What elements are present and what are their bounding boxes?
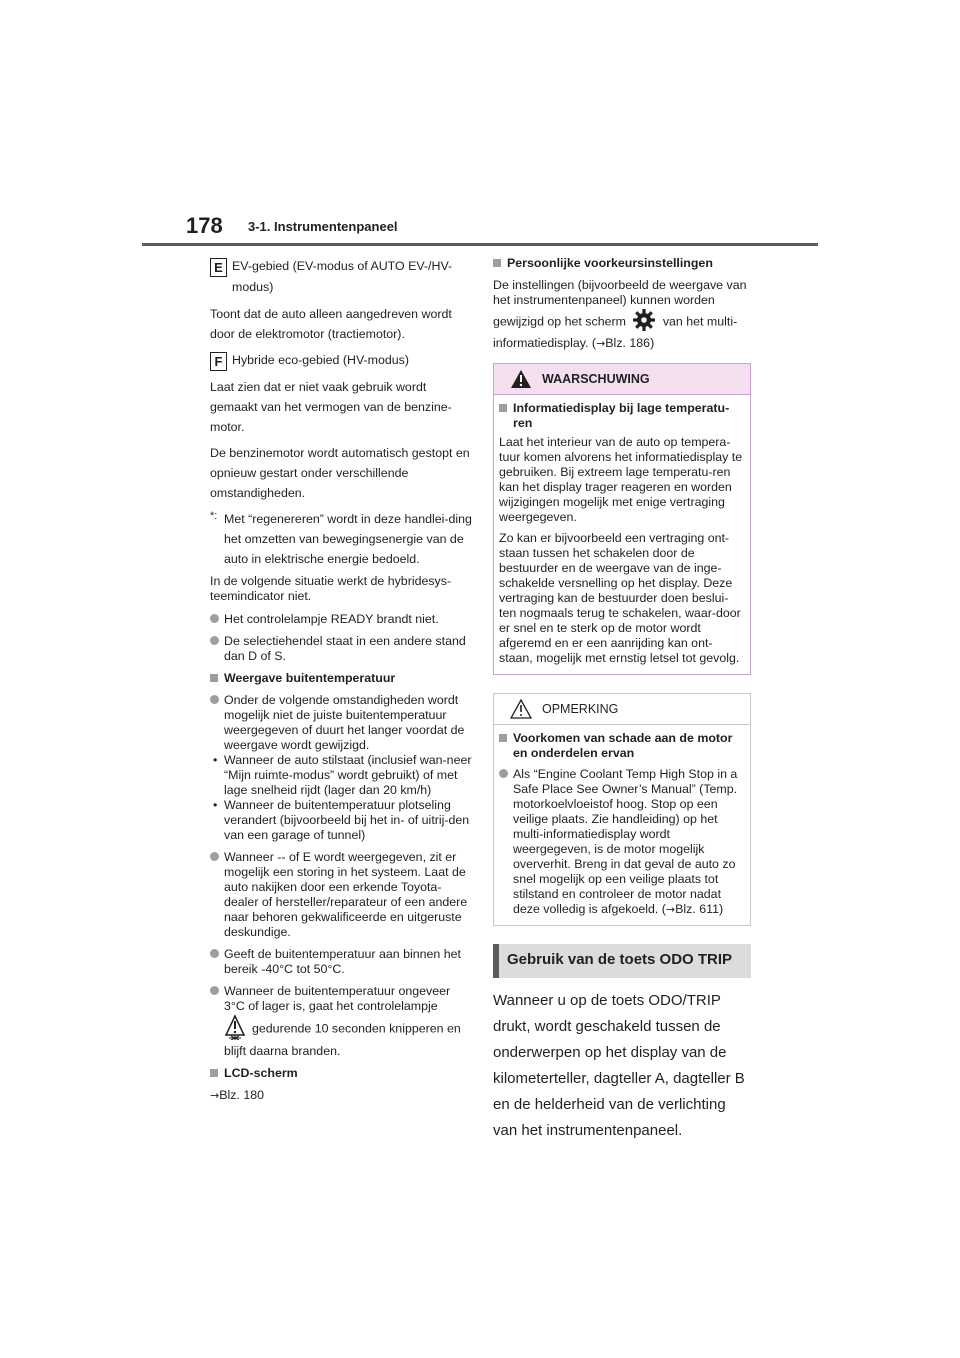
list-item: De selectiehendel staat in een andere stand dan D of S. <box>210 634 472 664</box>
bullet-dot-icon <box>499 769 508 778</box>
arrow-right-icon: → <box>596 337 606 350</box>
square-bullet-icon <box>499 734 507 742</box>
list-item: Als “Engine Coolant Temp High Stop in a Safe Place See Owner’s Manual” (Temp. motorkoelvloeistof hoog. Stop op een veilige plaats. Zie handleiding) op het multi-informatiedisplay wordt weergegeven, is de motor mogelijk oververhit. Breng in dat geval de auto zo snel mogelijk op een veilige plaats tot stilstand en controleer de motor nadat deze volledig is afgekoeld. (→Blz. 611) <box>499 767 745 917</box>
indicator-e <box>210 256 472 298</box>
notice-title-bar <box>494 694 750 725</box>
list-item: Het controlelampje READY brandt niet. <box>210 612 472 627</box>
indicator-f-label: F <box>210 352 227 371</box>
notice-heading: Voorkomen van schade aan de motor en onderdelen ervan <box>499 731 745 761</box>
caution-icon <box>510 699 532 723</box>
left-column <box>210 256 472 1103</box>
notice-body <box>494 725 750 925</box>
subheading: Weergave buitentemperatuur <box>210 671 472 686</box>
square-bullet-icon <box>210 674 218 682</box>
indicator-f-text: Hybride eco-gebied (HV-modus) <box>232 353 409 367</box>
paragraph: Laat zien dat er niet vaak gebruik wordt gemaakt van het vermogen van de benzine-motor. <box>210 380 452 434</box>
list-item: Geeft de buitentemperatuur aan binnen het bereik -40°C tot 50°C. <box>210 947 472 977</box>
paragraph: Toont dat de auto alleen aangedreven wordt door de elektromotor (tractiemotor). <box>210 307 452 341</box>
warning-icon <box>510 369 532 393</box>
section-title: 3-1. Instrumentenpaneel <box>248 219 398 234</box>
square-bullet-icon <box>499 404 507 412</box>
odo-trip-paragraph: Wanneer u op de toets ODO/TRIP drukt, wordt geschakeld tussen de onderwerpen op het display van de kilometerteller, dagteller A, dagteller B en de helderheid van de verlichting van het instrumentenpaneel. <box>493 992 745 1139</box>
subheading: Persoonlijke voorkeursinstellingen <box>493 256 751 271</box>
list-item: Onder de volgende omstandigheden wordt mogelijk niet de juiste buitentemperatuur weergegeven of duurt het langer voordat de weergave wordt gewijzigd. <box>210 693 472 753</box>
indicator-e-text: EV-gebied (EV-modus of AUTO EV-/HV-modus) <box>232 259 453 294</box>
header-rule <box>142 243 818 246</box>
page-number: 178 <box>186 213 223 238</box>
warning-heading: Informatiedisplay bij lage temperatu-ren <box>499 401 745 431</box>
paragraph: In de volgende situatie werkt de hybridesys-teemindicator niet. <box>210 574 452 603</box>
right-column <box>493 256 751 1144</box>
notice-box <box>493 693 751 926</box>
page-reference: →Blz. 180 <box>210 1088 264 1102</box>
indicator-f <box>210 350 472 371</box>
indicator-e-label: E <box>210 258 227 277</box>
square-bullet-icon <box>210 1069 218 1077</box>
footnote-text: Met “regenereren” wordt in deze handlei-ding het omzetten van bewegingsenergie van de auto in elektrische energie bedoeld. <box>224 512 472 566</box>
odo-trip-section-heading: Gebruik van de toets ODO TRIP <box>493 944 751 978</box>
bullet-dot-icon <box>210 949 219 958</box>
gear-icon <box>632 308 656 336</box>
sub-list-item: • Wanneer de buitentemperatuur plotseling verandert (bijvoorbeeld bij het in- of uitrij-den van een garage of tunnel) <box>213 798 470 842</box>
bullet-dot-icon <box>210 852 219 861</box>
ice-warning-icon <box>224 1014 246 1044</box>
list-item: Wanneer de buitentemperatuur ongeveer 3°C of lager is, gaat het controlelampje gedurende 10 seconden knipperen en blijft daarna branden. <box>210 984 472 1059</box>
warning-paragraph: Laat het interieur van de auto op tempera-tuur komen alvorens het informatiedisplay te gebruiken. Bij extreem lage temperatu-ren kan het display trager reageren en worden wijzigingen mogelijk met enige vertraging weergegeven. <box>499 435 743 524</box>
list-item: Wanneer -- of E wordt weergegeven, zit er mogelijk een storing in het systeem. Laat de auto nakijken door een erkende Toyota-dealer of hersteller/reparateur of een andere naar behoren gekwalificeerde en uitgeruste deskundige. <box>210 850 472 940</box>
subheading: LCD-scherm <box>210 1066 472 1081</box>
bullet-dot-icon <box>210 986 219 995</box>
warning-paragraph: Zo kan er bijvoorbeeld een vertraging ont-staan tussen het schakelen door de bestuurder en de weergave van de inge-schakelde versnelling op het display. Deze vertraging kan de bestuurder doen beslui-ten nogmaals terug te schakelen, waar-door er snel en te sterk op de motor wordt afgeremd en er een aanrijding kan ont-staan, mogelijk met ernstig letsel tot gevolg. <box>499 531 741 665</box>
warning-title-bar <box>494 364 750 395</box>
arrow-right-icon: → <box>210 1089 220 1102</box>
notice-title: OPMERKING <box>542 702 619 716</box>
sub-list-item: • Wanneer de auto stilstaat (inclusief wan-neer “Mijn ruimte-modus” wordt gebruikt) of met lage snelheid rijdt (lager dan 20 km/h) <box>213 753 472 797</box>
bullet-dot-icon <box>210 695 219 704</box>
warning-body <box>494 395 750 674</box>
warning-title: WAARSCHUWING <box>542 372 650 386</box>
square-bullet-icon <box>493 259 501 267</box>
footnote-mark: *: <box>210 510 218 522</box>
footnote <box>210 509 472 569</box>
bullet-dot-icon <box>210 636 219 645</box>
warning-box <box>493 363 751 675</box>
paragraph: De instellingen (bijvoorbeeld de weergave van het instrumentenpaneel) kunnen worden gewijzigd op het scherm van het multi-informatiedisplay. (→Blz. 186) <box>493 278 747 350</box>
bullet-dot-icon <box>210 614 219 623</box>
paragraph: De benzinemotor wordt automatisch gestopt en opnieuw gestart onder verschillende omstandigheden. <box>210 446 470 500</box>
arrow-right-icon: → <box>665 903 676 916</box>
